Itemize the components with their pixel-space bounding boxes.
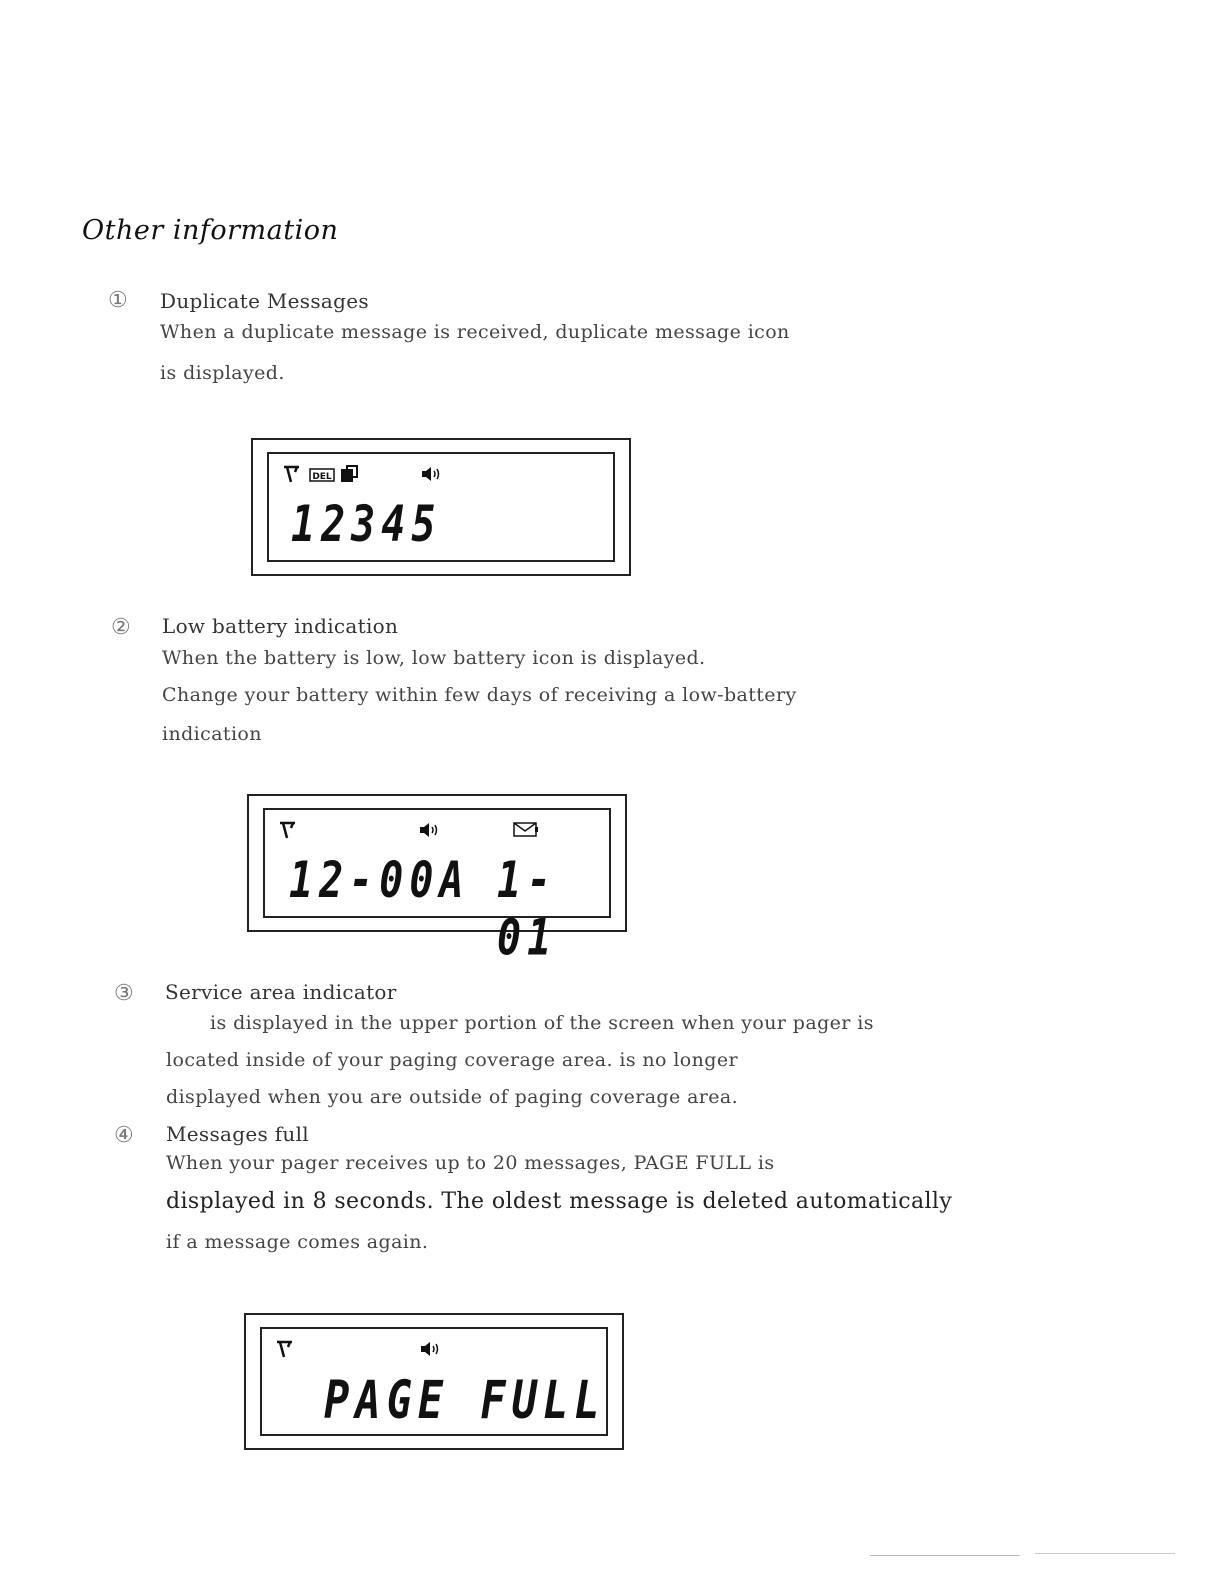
scan-artifact-line [1035,1553,1175,1554]
antenna-icon [283,464,301,484]
item-text-line: Change your battery within few days of receiving a low-battery [162,684,797,706]
item-text-line: is displayed in the upper portion of the screen when your pager is [210,1012,874,1034]
message-envelope-icon [513,822,539,838]
item-title-service-area: Service area indicator [165,980,397,1004]
item-title-messages-full: Messages full [166,1122,310,1146]
item-number-2: ② [111,615,131,640]
item-title-duplicate-messages: Duplicate Messages [160,289,369,313]
delete-icon [309,468,335,482]
item-number-3: ③ [114,981,134,1006]
item-text-line: When a duplicate message is received, duplicate message icon [160,321,790,343]
item-text-line: is displayed. [160,362,285,384]
antenna-icon [279,820,297,840]
lcd-panel [267,452,615,562]
lcd-display-text-left: 12-00A [289,852,470,910]
speaker-icon [420,1342,442,1356]
lcd-panel [263,808,611,967]
lcd-icon-row [283,464,603,486]
scan-artifact-line [870,1555,1020,1556]
item-title-low-battery: Low battery indication [162,614,399,638]
duplicate-message-icon [341,465,359,483]
lcd-display-text: 12345 [291,496,442,554]
item-text-line: When the battery is low, low battery icon is displayed. [162,647,706,669]
pager-screen-duplicate [251,438,631,576]
lcd-display-text-right: 1-01 [497,852,558,967]
item-text-line: When your pager receives up to 20 messages, PAGE FULL is [166,1152,775,1174]
lcd-icon-row [279,820,599,842]
item-text-line: displayed in 8 seconds. The oldest message is deleted automatically [166,1189,953,1214]
speaker-icon [419,823,441,837]
antenna-icon [276,1339,294,1359]
item-number-1: ① [108,288,128,313]
lcd-icon-row [276,1339,596,1361]
svg-text:DEL: DEL [312,472,332,482]
pager-screen-page-full [244,1313,624,1450]
item-number-4: ④ [114,1123,134,1148]
lcd-display-text: PAGE FULL [324,1369,606,1431]
pager-screen-low-battery [247,794,627,967]
speaker-icon [421,467,443,481]
item-text-line: displayed when you are outside of paging coverage area. [166,1086,739,1108]
item-text-line: if a message comes again. [166,1231,429,1253]
item-text-line: indication [162,723,262,745]
lcd-panel [260,1327,608,1436]
item-text-line: located inside of your paging coverage area. is no longer [166,1049,738,1071]
page-title: Other information [82,215,339,246]
